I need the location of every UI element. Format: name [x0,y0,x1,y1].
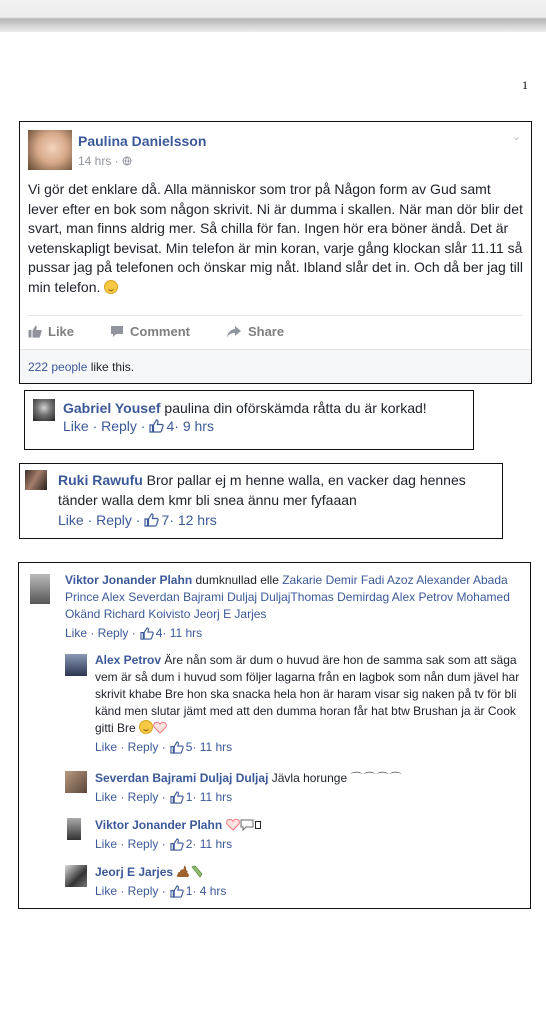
speech-bubble-icon [240,819,254,831]
avatar[interactable] [65,771,87,793]
likes-text [28,360,134,374]
comment-button[interactable] [110,324,190,339]
comment-meta [95,740,521,754]
comment-time: · 11 hrs [162,626,203,640]
post-body: Vi gör det enklare då. Alla människor som tror på Någon form av Gud samt lever efter en bok som någon skrivit. Ni är dumma i skallen. När man dör blir det svart, man finns aldrig mer. Så chilla för fan. Ingen hör era böner ändå. Det är vetenskapligt bevisat. Min telefon är min koran, varje gång klockan slår 11.11 så pussar jag på telefonen och önskar mig nåt. Ibland slår det in. Och då ber jag till min telefon. [28,181,523,295]
thumbs-up-icon [144,513,159,527]
avatar[interactable] [30,574,50,604]
thumbs-up-icon [28,325,42,338]
comment-author[interactable]: Jeorj E Jarjes [95,865,174,879]
post-author[interactable]: Paulina Danielsson [78,133,207,149]
thumbs-up-icon [149,419,164,433]
like-count: 7 [161,512,170,528]
post-text [28,180,524,298]
comment-text [58,470,498,510]
comment-thread [18,562,531,909]
reply-comment [95,770,521,804]
like-reply-links[interactable]: Like · Reply · [95,740,166,754]
chevron-down-icon[interactable]: ⌄ [511,131,521,143]
thumbs-up-icon [170,791,184,804]
laughing-emoji-icon [139,720,153,734]
comment-label: Comment [130,324,190,339]
share-icon [226,325,242,338]
smile-emoji-icon [104,280,118,294]
comment-time: · 11 hrs [192,740,233,754]
thumbs-up-icon [170,885,184,898]
avatar[interactable] [33,399,55,421]
comment-text [65,572,519,623]
globe-icon [122,156,132,166]
like-count: 1 [185,884,193,898]
heart-icon [226,818,240,831]
comment-text [95,817,521,834]
comment-time: · 12 hrs [169,512,217,528]
reply-comment [95,864,521,898]
comment-author[interactable]: Gabriel Yousef [63,400,161,416]
comment-text [95,864,521,881]
comment-icon [110,325,124,338]
comment-card [19,463,503,539]
comment-message: Bror pallar ej m henne walla, en vacker dag hennes tänder walla dem kmr bli snea ännu mer fyfaaan [58,472,466,508]
post-actions [28,324,320,339]
thumbs-up-icon [170,838,184,851]
comment-author[interactable]: Alex Petrov [95,653,162,667]
comment-text [95,770,521,787]
avatar[interactable] [28,130,72,170]
comment-message: dumknullad elle [192,573,283,587]
post-time [78,154,132,168]
comment-time: · 4 hrs [192,884,227,898]
comment-time: · 11 hrs [192,790,233,804]
comment-meta [63,418,463,434]
comment-author[interactable]: Viktor Jonander Plahn [95,818,223,832]
facebook-post [19,121,532,384]
like-count: 4 [166,418,175,434]
comment-meta [58,512,498,528]
like-label: Like [48,324,75,339]
like-reply-links[interactable]: Like · Reply · [65,626,136,640]
like-count: 5 [185,740,193,754]
divider [28,315,523,316]
share-label: Share [247,324,285,339]
like-reply-links[interactable]: Like · Reply · [95,837,166,851]
comment-body [63,398,463,434]
thumbs-up-icon [140,627,154,640]
comment-author[interactable]: Viktor Jonander Plahn [65,573,193,587]
gun-emoji-icon: ⌒⌒⌒⌒ [350,771,403,785]
comment-meta [95,884,521,898]
comment-meta [95,790,521,804]
avatar[interactable] [65,654,87,676]
like-count: 4 [155,626,163,640]
comment-text [95,652,521,737]
page-number: 1 [522,78,528,92]
comment-text [63,398,463,418]
avatar[interactable] [65,865,87,887]
comment-time: · 11 hrs [192,837,233,851]
comment-message: Äre nån som är dum o huvud äre hon de samma sak som att säga vem är så dum i huvud som följer lagarna från en lagbok som nån dum jävel har skrivit khabe Bre hon ska snacka hela hon är haram visar sig naken på tv för bli känd men slutar jämt med att den dumma horan får hat btw Brushan ja är Cook gitti Bre [95,653,520,735]
comment-meta [65,626,519,640]
avatar[interactable] [25,470,47,490]
like-count: 1 [185,790,193,804]
like-reply-links[interactable]: Like · Reply · [95,790,166,804]
like-reply-links[interactable]: Like · Reply · [58,512,141,528]
reply-comment [95,652,521,754]
comment-body [58,470,498,528]
comment-message: paulina din oförskämda råtta du är korkad! [160,400,427,416]
likes-suffix: like this. [87,360,135,374]
poop-emoji-icon [176,865,190,878]
like-reply-links[interactable]: Like · Reply · [95,884,166,898]
comment-time: · 9 hrs [174,418,214,434]
bottle-emoji-icon [190,865,204,878]
thread-top-comment [65,572,519,640]
thumbs-up-icon [170,741,184,754]
likes-count-link[interactable]: 222 people [28,360,88,374]
box-glyph-icon [255,821,261,829]
like-reply-links[interactable]: Like · Reply · [63,418,146,434]
heart-icon [153,721,167,734]
comment-author[interactable]: Severdan Bajrami Duljaj Duljaj [95,771,269,785]
likes-summary [20,349,531,383]
reply-comment [95,817,521,851]
like-button[interactable] [28,324,74,339]
post-time-text: 14 hrs · [78,154,123,168]
like-count: 2 [185,837,193,851]
comment-message: Jävla horunge [268,771,351,785]
share-button[interactable] [226,324,284,339]
comment-author[interactable]: Ruki Rawufu [58,472,143,488]
top-toolbar-strip [0,0,546,32]
comment-meta [95,837,521,851]
tagged-people[interactable]: Zakarie Demir Fadi Azoz Alexander Abada Prince Alex Severdan Bajrami Duljaj DuljajThomas Demirdag Alex Petrov Mohamed Okänd Richard Koivisto Jeorj E Jarjes [65,573,510,621]
avatar[interactable] [67,818,81,840]
comment-card [24,390,474,450]
